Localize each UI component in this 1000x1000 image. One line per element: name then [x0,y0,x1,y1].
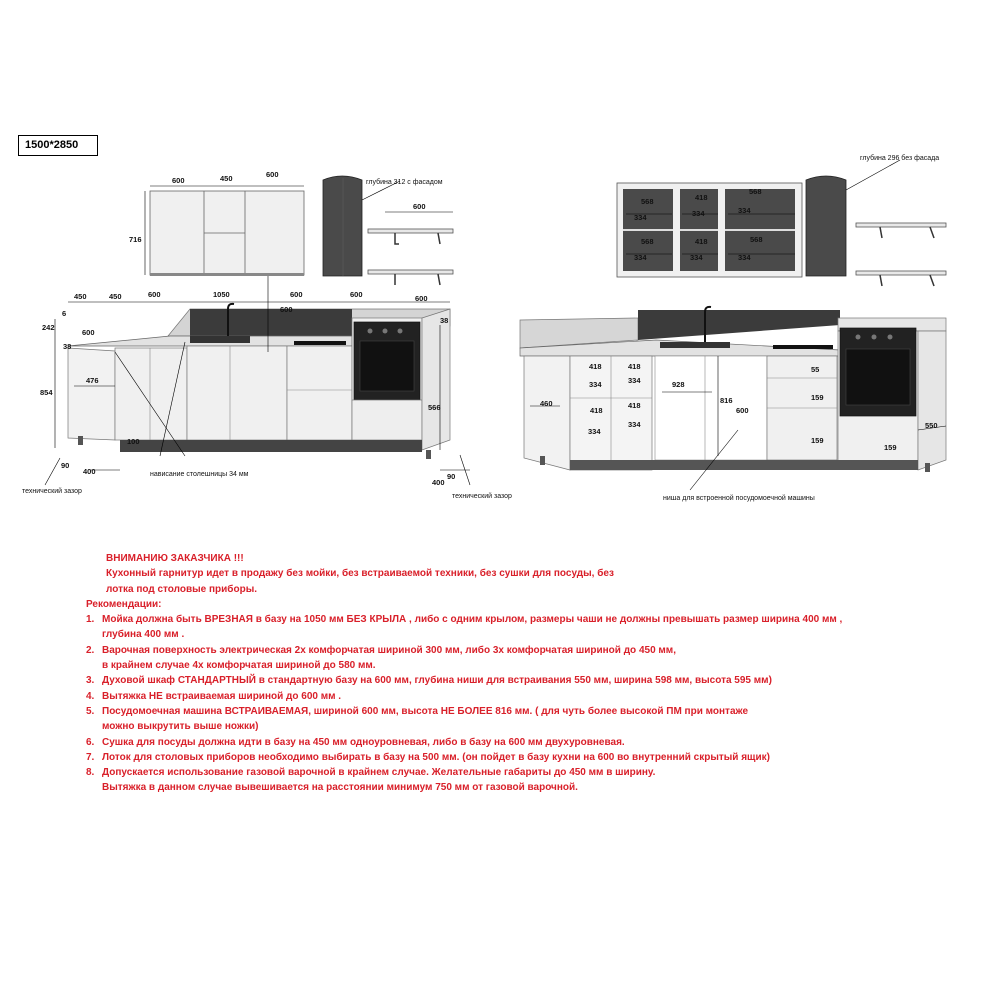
dim-bottom-90a: 90 [61,461,70,470]
dim-566: 566 [428,403,441,412]
rec-text: Сушка для посуды должна идти в базу на 450 мм одноуровневая, либо в базу на 600 мм двухуровневая. [102,736,625,748]
dim-o159c: 159 [884,443,897,452]
dim-6: 6 [62,309,67,318]
dim-top-600b: 600 [290,290,303,299]
hood-right [806,176,846,276]
dim-c568c: 568 [749,187,762,196]
dim-top-450a: 450 [74,292,87,301]
rec-num: 4. [86,690,95,702]
dim-shelf-600: 600 [413,202,426,211]
size-label: 1500*2850 [18,135,98,156]
rec-text-cont: Вытяжка в данном случае вывешивается на расстоянии минимум 750 мм от газовой варочной. [102,782,578,794]
recommendation-8 [86,765,906,796]
dim-242: 242 [42,323,55,332]
rec-text: Вытяжка НЕ встраиваемая шириной до 600 мм . [102,690,342,702]
dim-upper-600b: 600 [266,170,279,179]
dim-vert-600: 600 [280,305,293,314]
dim-l334a: 334 [589,380,602,389]
dim-upper-450: 450 [220,174,233,183]
label-gap-right: технический зазор [452,493,512,500]
notes-heading: ВНИМАНИЮ ЗАКАЗЧИКА !!! [106,553,244,564]
dim-height-854: 854 [40,388,53,397]
dim-c568b: 568 [641,237,654,246]
rec-num: 1. [86,614,95,626]
label-overhang: нависание столешницы 34 мм [150,471,249,478]
recommendation-6 [86,735,906,750]
notes-intro-line-1: Кухонный гарнитур идет в продажу без мойки, без встраиваемой техники, без сушки для посуды, без [106,568,614,580]
wall-shelves-right [856,223,946,286]
recommendation-2 [86,643,906,674]
dim-476: 476 [86,376,99,385]
rec-text: Мойка должна быть ВРЕЗНАЯ в базу на 1050 мм БЕЗ КРЫЛА , либо с одним крылом, размеры чаши не должны превышать размер ширина 400 мм , [102,614,843,626]
dim-l418b: 418 [628,362,641,371]
dim-38a: 38 [63,342,72,351]
dim-c334f: 334 [738,253,751,262]
recommendation-1 [86,612,906,643]
rec-num: 7. [86,751,95,763]
label-upper-depth-right: глубина 296 без фасада [860,155,940,162]
dim-l334c: 334 [588,427,601,436]
rec-text: Лоток для столовых приборов необходимо выбирать в базу на 500 мм. (он пойдет в базу кухни на 600 во внутренний скрытый ящик) [102,751,770,763]
rec-text: Варочная поверхность электрическая 2х комфорчатая шириной 300 мм, либо 3х комфорчатая шириной до 450 мм, [102,644,676,656]
dim-c568d: 568 [750,235,763,244]
dim-l418d: 418 [628,401,641,410]
dim-upper-600a: 600 [172,176,185,185]
rec-text-cont: глубина 400 мм . [102,629,185,641]
customer-notes [86,551,906,796]
dim-o159b: 159 [811,436,824,445]
recommendations-heading: Рекомендации: [86,598,162,610]
recommendation-5 [86,704,906,735]
dim-38b: 38 [440,316,449,325]
rec-text: Допускается использование газовой варочной в крайнем случае. Желательные габариты до 450 мм в ширину. [102,767,656,779]
dim-r460: 460 [540,399,553,408]
base-cabinets-right [520,307,946,472]
rec-text: Посудомоечная машина ВСТРАИВАЕМАЯ, шириной 600 мм, высота НЕ БОЛЕЕ 816 мм. ( для чуть более высокой ПМ при монтаже [102,705,749,717]
upper-cabinets-left [150,191,304,276]
recommendation-3 [86,673,906,688]
right-kitchen-view [520,154,946,502]
wall-shelves-left [368,229,453,285]
rec-text: Духовой шкаф СТАНДАРТНЫЙ в стандартную базу на 600 мм, глубина ниши для встраивания 550 мм, ширина 598 мм, высота 595 мм) [102,675,772,687]
dim-c418a: 418 [695,193,708,202]
dim-c334c: 334 [692,209,705,218]
label-niche: ниша для встроенной посудомоечной машины [663,495,815,502]
dim-top-600c: 600 [350,290,363,299]
dim-l334b: 334 [628,376,641,385]
rec-text-cont: можно выкрутить выше ножки) [102,721,259,733]
left-kitchen-view [22,170,512,500]
dim-top-1050: 1050 [213,290,230,299]
rec-num: 2. [86,644,95,656]
label-gap-left: технический зазор [22,488,82,495]
hood-left [323,176,362,276]
base-cabinets-left [68,304,450,459]
dim-c334e: 334 [738,206,751,215]
label-upper-depth-left: глубина 312 с фасадом [366,179,443,186]
rec-num: 5. [86,705,95,717]
dim-100: 100 [127,437,140,446]
dim-c334d: 334 [690,253,703,262]
dim-r550: 550 [925,421,938,430]
dim-o55: 55 [811,365,820,374]
dim-top-450b: 450 [109,292,122,301]
dim-r816: 816 [720,396,733,405]
dim-bottom-90b: 90 [447,472,456,481]
dim-c334a: 334 [634,213,647,222]
rec-num: 3. [86,675,95,687]
dim-c334b: 334 [634,253,647,262]
dim-bottom-400b: 400 [432,478,445,487]
dim-c418b: 418 [695,237,708,246]
dim-l418a: 418 [589,362,602,371]
dim-top-600a: 600 [148,290,161,299]
recommendation-7 [86,750,906,765]
dim-r928: 928 [672,380,685,389]
rec-num: 8. [86,767,95,779]
dim-side-600: 600 [82,328,95,337]
recommendation-4 [86,689,906,704]
dim-r600: 600 [736,406,749,415]
dim-top-600d: 600 [415,294,428,303]
rec-num: 6. [86,736,95,748]
dim-bottom-400a: 400 [83,467,96,476]
dim-c568a: 568 [641,197,654,206]
rec-text-cont: в крайнем случае 4х комфорчатая шириной до 580 мм. [102,660,376,672]
dim-o159a: 159 [811,393,824,402]
dim-height-716: 716 [129,235,142,244]
dim-l418c: 418 [590,406,603,415]
dim-l334d: 334 [628,420,641,429]
notes-intro-line-2: лотка под столовые приборы. [106,583,258,595]
